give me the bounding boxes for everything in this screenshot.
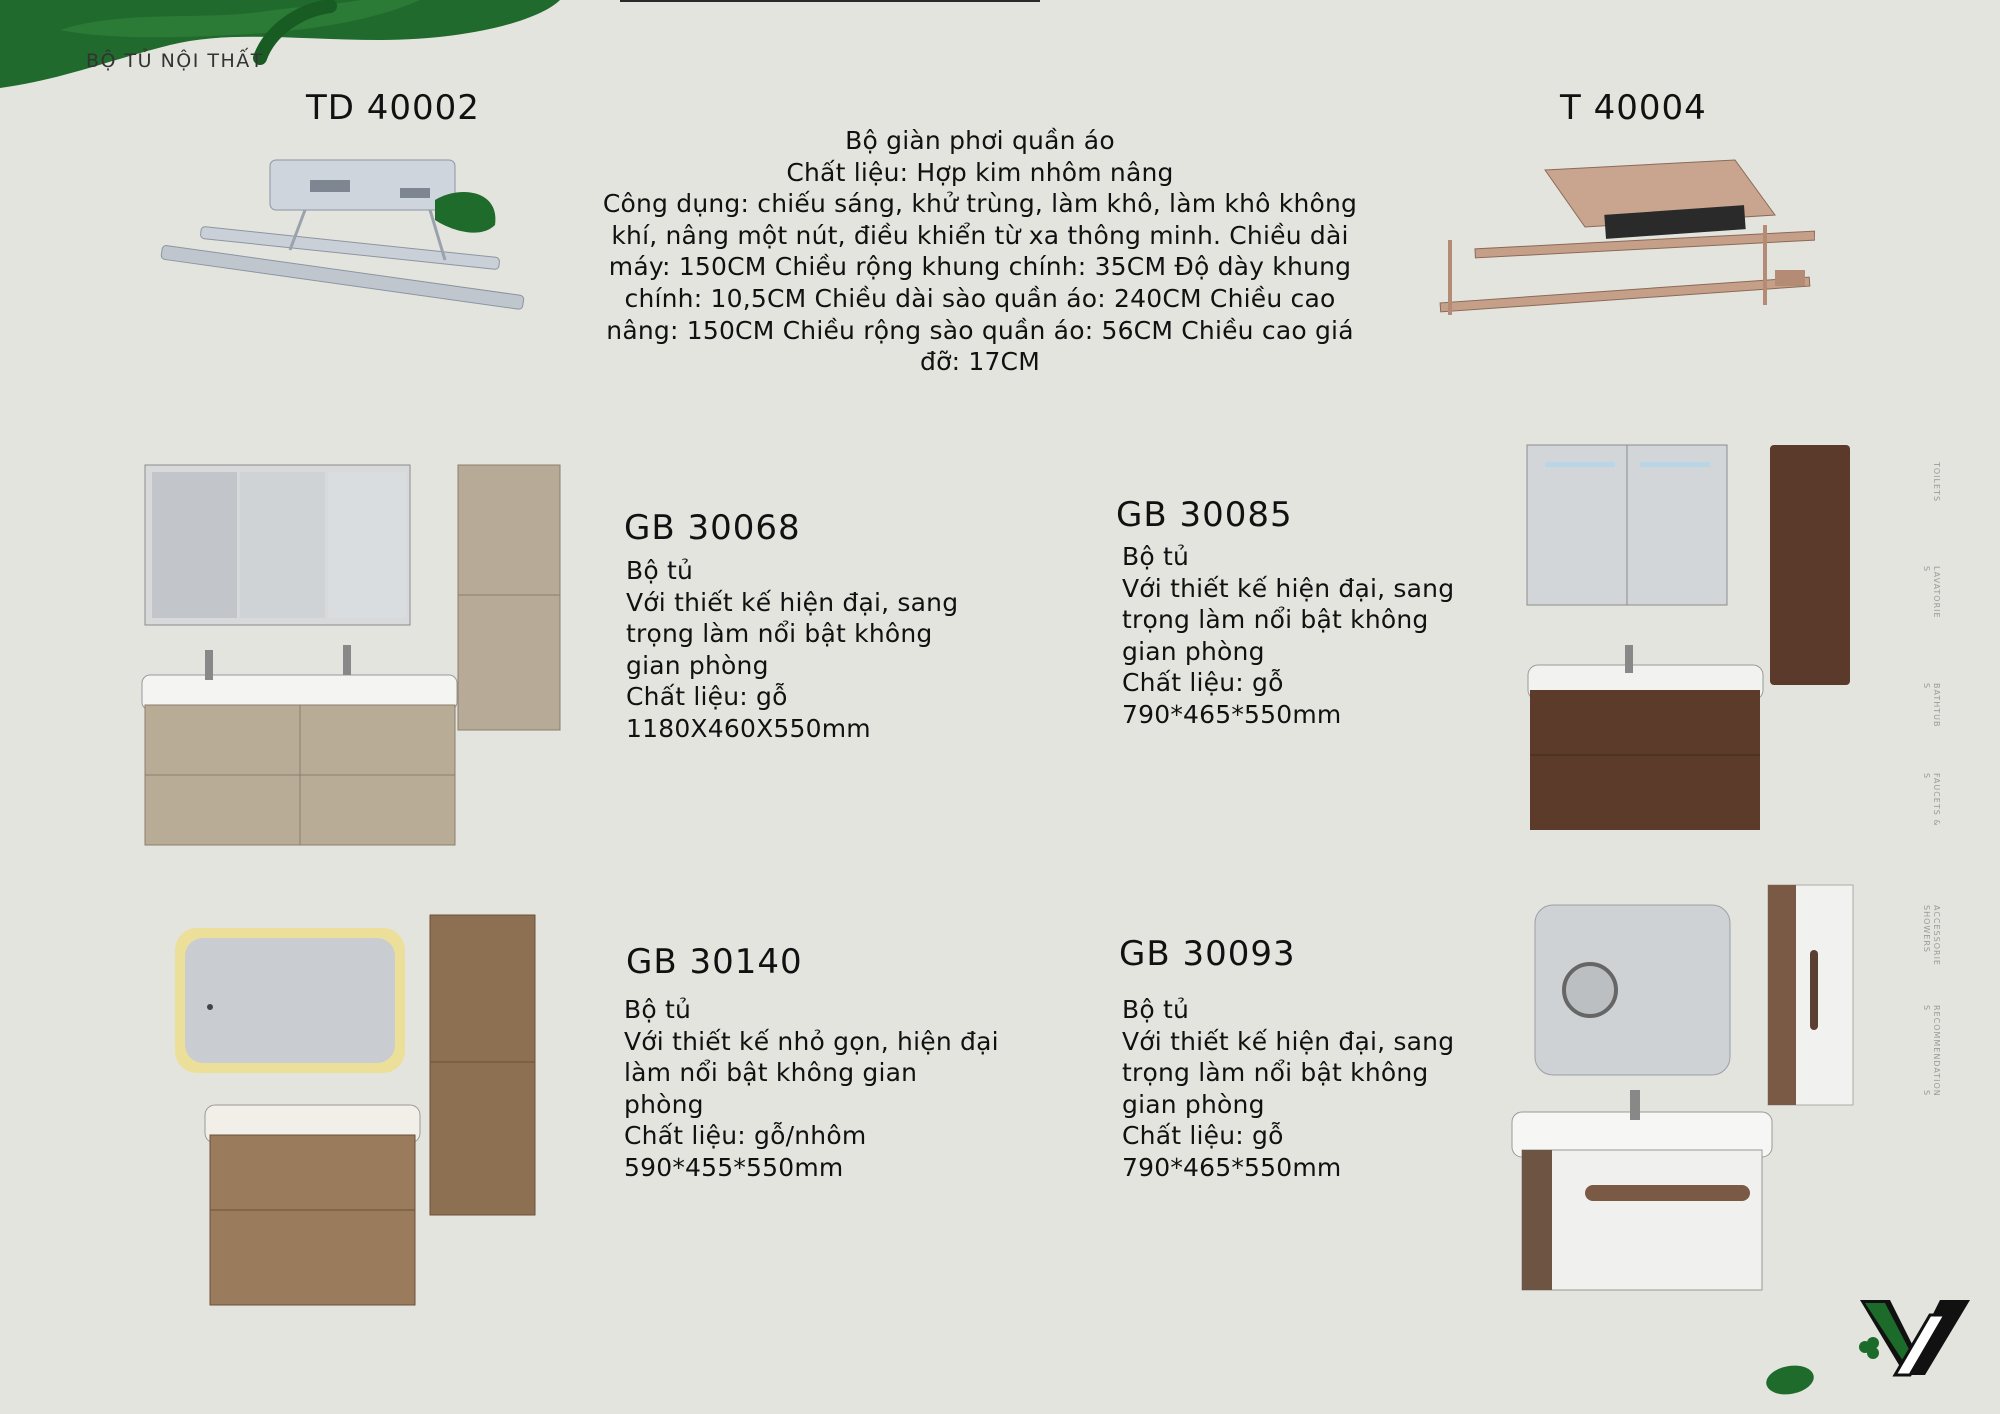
product-line: 1180X460X550mm: [626, 713, 871, 743]
product-line: phòng: [624, 1089, 704, 1119]
product-line: Bộ tủ: [1122, 995, 1190, 1024]
header-rule: [620, 0, 1040, 2]
product-code-gb30093: GB 30093: [1119, 934, 1296, 974]
product-details-gb30093: [1122, 994, 1522, 1184]
description-line: nâng: 150CM Chiều rộng sào quần áo: 56CM Chiều cao giá: [606, 315, 1354, 345]
description-line: chính: 10,5CM Chiều dài sào quần áo: 240CM Chiều cao: [624, 283, 1336, 313]
product-line: Với thiết kế nhỏ gọn, hiện đại: [624, 1026, 999, 1056]
product-line: trọng làm nổi bật không: [626, 619, 933, 649]
description-line: Công dụng: chiếu sáng, khử trùng, làm khô, làm khô không: [602, 189, 1358, 219]
product-line: gian phòng: [1122, 1089, 1265, 1119]
side-nav-item[interactable]: FAUCETS &: [1932, 773, 1941, 827]
product-line: Với thiết kế hiện đại, sang: [1122, 1026, 1455, 1056]
side-nav-item[interactable]: S: [1922, 1005, 1931, 1012]
product-line: gian phòng: [626, 650, 769, 680]
vanity-image-gb30093: [1510, 880, 1865, 1305]
description-line: đỡ: 17CM: [920, 347, 1040, 377]
product-code-td40002: TD 40002: [306, 88, 480, 128]
product-code-gb30068: GB 30068: [624, 508, 801, 548]
clothes-rack-description: [560, 125, 1400, 378]
product-line: 590*455*550mm: [624, 1152, 844, 1182]
product-line: trọng làm nổi bật không: [1122, 1058, 1429, 1088]
product-line: 790*465*550mm: [1122, 1152, 1342, 1182]
description-line: khí, nâng một nút, điều khiển từ xa thông minh. Chiều dài: [611, 220, 1349, 250]
leaf-decoration-icon: [1760, 1360, 1820, 1400]
product-line: Chất liệu: gỗ: [1122, 1121, 1284, 1151]
clothes-rack-image-td40002: [160, 150, 530, 330]
side-nav-item[interactable]: S: [1922, 566, 1931, 573]
clothes-rack-image-t40004: [1435, 155, 1815, 320]
product-details-gb30068: [626, 555, 1026, 745]
product-line: Bộ tủ: [1122, 542, 1190, 571]
vanity-image-gb30140: [165, 910, 545, 1310]
side-nav-item[interactable]: RECOMMENDATION: [1932, 1005, 1941, 1097]
side-nav-item[interactable]: S: [1922, 1090, 1931, 1097]
description-line: Bộ giàn phơi quần áo: [845, 126, 1115, 155]
vanity-image-gb30068: [140, 460, 570, 855]
product-line: làm nổi bật không gian: [624, 1058, 918, 1088]
product-code-gb30085: GB 30085: [1116, 495, 1293, 535]
brand-logo: [1855, 1295, 1975, 1380]
product-details-gb30140: [624, 994, 1044, 1184]
side-nav-item[interactable]: S: [1922, 683, 1931, 690]
product-line: Bộ tủ: [624, 995, 692, 1024]
vanity-image-gb30085: [1525, 440, 1855, 835]
side-nav-item[interactable]: S: [1922, 773, 1931, 780]
section-title: BỘ TỦ NỘI THẤT: [86, 50, 264, 72]
product-details-gb30085: [1122, 541, 1522, 731]
product-line: Với thiết kế hiện đại, sang: [1122, 573, 1455, 603]
product-code-gb30140: GB 30140: [626, 942, 803, 982]
product-line: Chất liệu: gỗ: [1122, 668, 1284, 698]
product-line: Bộ tủ: [626, 556, 694, 585]
product-line: Chất liệu: gỗ/nhôm: [624, 1121, 867, 1151]
product-line: Với thiết kế hiện đại, sang: [626, 587, 959, 617]
product-line: trọng làm nổi bật không: [1122, 605, 1429, 635]
product-line: 790*465*550mm: [1122, 699, 1342, 729]
product-code-t40004: T 40004: [1560, 88, 1707, 128]
product-line: Chất liệu: gỗ: [626, 682, 788, 712]
description-line: Chất liệu: Hợp kim nhôm nâng: [786, 157, 1174, 187]
description-line: máy: 150CM Chiều rộng khung chính: 35CM Độ dày khung: [608, 252, 1352, 282]
side-nav-item[interactable]: SHOWERS: [1922, 905, 1931, 953]
side-nav-item[interactable]: TOILETS: [1932, 462, 1941, 503]
brand-brush-stroke: [0, 0, 620, 95]
side-nav-item[interactable]: LAVATORIE: [1932, 566, 1941, 619]
side-nav-item[interactable]: ACCESSORIE: [1932, 905, 1941, 966]
product-line: gian phòng: [1122, 636, 1265, 666]
side-nav-item[interactable]: BATHTUB: [1932, 683, 1941, 728]
